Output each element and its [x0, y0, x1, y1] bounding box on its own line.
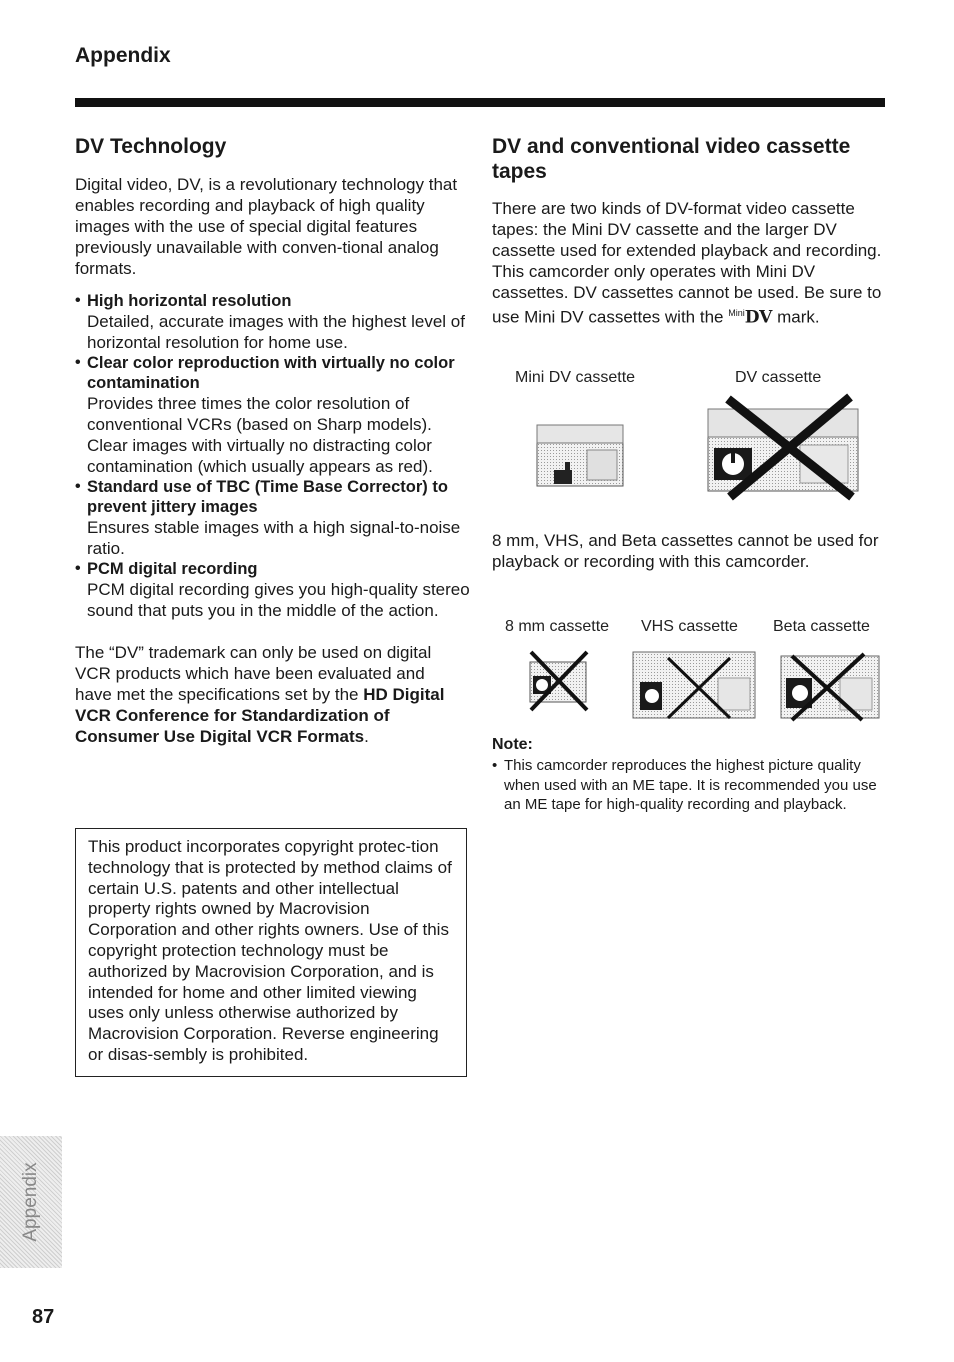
feature-body: PCM digital recording gives you high-quality stereo sound that puts you in the middle of the action.	[87, 580, 470, 620]
feature-item	[75, 477, 470, 559]
8mm-cassette-label: 8 mm cassette	[505, 618, 610, 635]
mini-dv-cassette-label: Mini DV cassette	[515, 369, 636, 386]
trademark-paragraph	[75, 642, 460, 747]
left-column	[75, 134, 470, 747]
mini-dv-mark-logo: DV	[744, 307, 773, 328]
trademark-conference: HD Digital VCR Conference for Standardization of Consumer Use Digital VCR Formats	[75, 685, 445, 746]
feature-list	[75, 291, 470, 621]
vhs-cassette-crossed-image	[630, 648, 758, 720]
feature-item	[75, 291, 470, 353]
beta-cassette-label: Beta cassette	[773, 618, 870, 635]
dv-cassette-label: DV cassette	[735, 369, 822, 386]
cassette-intro	[492, 198, 892, 329]
8mm-cassette-crossed-image	[525, 648, 593, 714]
feature-title: • Standard use of TBC (Time Base Corrector) to prevent jittery images	[87, 478, 448, 516]
beta-cassette-crossed-image	[778, 648, 882, 722]
feature-body: Provides three times the color resolution of conventional VCRs (based on Sharp models). Clear images with virtually no distracting color contamination (which usually appears as red).	[87, 394, 433, 476]
dv-cassette-crossed-image	[700, 393, 865, 505]
vhs-cassette-label: VHS cassette	[641, 618, 738, 635]
feature-item	[75, 353, 470, 477]
section-title: Appendix	[75, 44, 171, 67]
feature-item	[75, 559, 470, 621]
feature-body: Detailed, accurate images with the highest level of horizontal resolution for home use.	[87, 312, 465, 352]
dv-technology-heading: DV Technology	[75, 135, 227, 158]
trademark-end: .	[364, 727, 369, 746]
feature-body: Ensures stable images with a high signal-to-noise ratio.	[87, 518, 461, 558]
incompatible-cassettes-text: 8 mm, VHS, and Beta cassettes cannot be used for playback or recording with this camcorder.	[492, 531, 879, 571]
feature-title: • Clear color reproduction with virtually no color contamination	[87, 354, 455, 392]
dv-technology-intro: Digital video, DV, is a revolutionary technology that enables recording and playback of high quality images with the use of special digital features previously unavailable with conven-tional analog formats.	[75, 175, 458, 278]
right-column	[492, 134, 892, 329]
header-rule	[75, 98, 885, 107]
cassette-intro-end: mark.	[772, 307, 820, 327]
page-number: 87	[32, 1306, 55, 1328]
feature-title: • High horizontal resolution	[87, 292, 292, 310]
note-body: • This camcorder reproduces the highest picture quality when used with an ME tape. It is recommended you use an ME tape for high-quality recording and playback.	[492, 756, 882, 815]
appendix-side-tab	[0, 1136, 62, 1268]
cassette-tapes-heading: DV and conventional video cassette tapes	[492, 135, 851, 183]
note-section	[492, 736, 882, 815]
note-title: Note:	[492, 736, 533, 753]
feature-title: • PCM digital recording	[87, 560, 258, 578]
copyright-notice-box: This product incorporates copyright protec-tion technology that is protected by method claims of certain U.S. patents and other intellectual property rights owned by Macrovision Corporation and other rights owners. Use of this copyright protection technology must be authorized by Macrovision Corporation, and is intended for home and other limited viewing uses only unless otherwise authorized by Macrovision Corporation. Reverse engineering or disas-sembly is prohibited.	[75, 828, 467, 1077]
cassette-intro-text: There are two kinds of DV-format video cassette tapes: the Mini DV cassette and the larger DV cassette used for extended playback and recording. This camcorder only operates with Mini DV cassettes. DV cassettes cannot be used. Be sure to use Mini DV cassettes with the	[492, 199, 882, 327]
side-tab-label: Appendix	[20, 1162, 41, 1242]
trademark-text: The “DV” trademark can only be used on digital VCR products which have been evaluated and have met the specifications set by the	[75, 643, 432, 704]
mini-dv-cassette-image	[532, 420, 627, 490]
mini-dv-mark-mini: Mini	[728, 308, 745, 318]
